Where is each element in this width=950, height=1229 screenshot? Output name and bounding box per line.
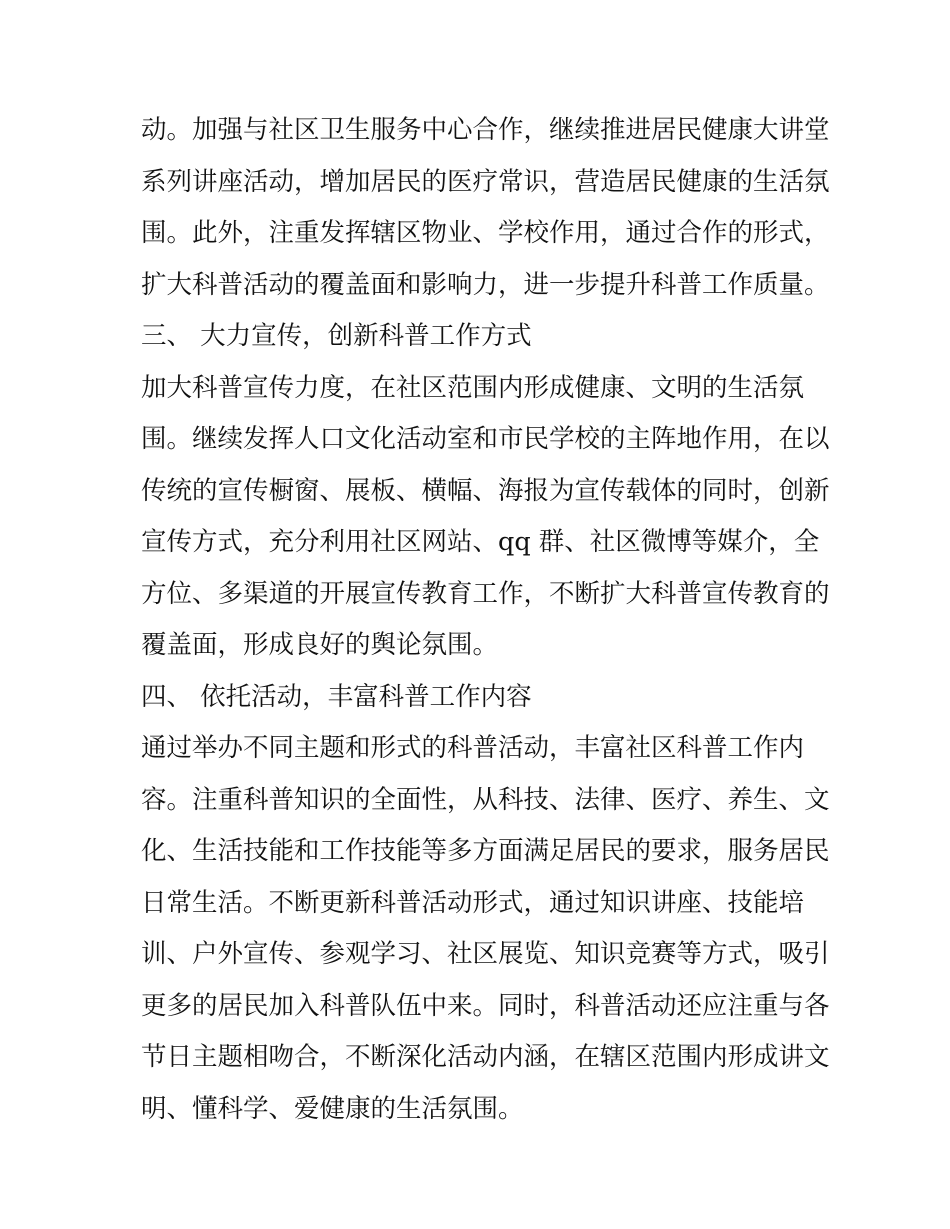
paragraph-line: 扩大科普活动的覆盖面和影响力，进一步提升科普工作质量。 (141, 269, 830, 300)
paragraph-line: 传统的宣传橱窗、展板、横幅、海报为宣传载体的同时，创新 (141, 475, 830, 506)
paragraph-line: 围。继续发挥人口文化活动室和市民学校的主阵地作用，在以 (141, 424, 830, 454)
paragraph-line: 方位、多渠道的开展宣传教育工作，不断扩大科普宣传教育的 (141, 578, 830, 609)
paragraph-line: 宣传方式，充分利用社区网站、qq 群、社区微博等媒介，全 (141, 527, 820, 557)
paragraph-line: 训、户外宣传、参观学习、社区展览、知识竞赛等方式，吸引 (141, 939, 830, 969)
paragraph-line: 化、生活技能和工作技能等多方面满足居民的要求，服务居民 (141, 836, 830, 866)
body-text (141, 108, 830, 1138)
paragraph-line: 容。注重科普知识的全面性，从科技、法律、医疗、养生、文 (141, 784, 830, 815)
paragraph-line: 明、懂科学、爱健康的生活氛围。 (141, 1093, 524, 1124)
paragraph-line: 更多的居民加入科普队伍中来。同时，科普活动还应注重与各 (141, 990, 830, 1021)
paragraph-line: 通过举办不同主题和形式的科普活动，丰富社区科普工作内 (141, 733, 805, 763)
paragraph-line: 节日主题相吻合，不断深化活动内涵，在辖区范围内形成讲文 (141, 1042, 830, 1072)
paragraph-line: 加大科普宣传力度，在社区范围内形成健康、文明的生活氛 (141, 372, 805, 403)
paragraph-line: 覆盖面，形成良好的舆论氛围。 (141, 630, 499, 660)
section-heading: 四、 依托活动，丰富科普工作内容 (141, 681, 532, 712)
section-heading: 三、 大力宣传，创新科普工作方式 (141, 321, 532, 351)
paragraph-line: 系列讲座活动，增加居民的医疗常识，营造居民健康的生活氛 (141, 166, 830, 197)
paragraph-line: 围。此外，注重发挥辖区物业、学校作用，通过合作的形式， (141, 218, 830, 248)
paragraph-line: 日常生活。不断更新科普活动形式，通过知识讲座、技能培 (141, 887, 805, 918)
paragraph-line: 动。加强与社区卫生服务中心合作，继续推进居民健康大讲堂 (141, 115, 830, 145)
